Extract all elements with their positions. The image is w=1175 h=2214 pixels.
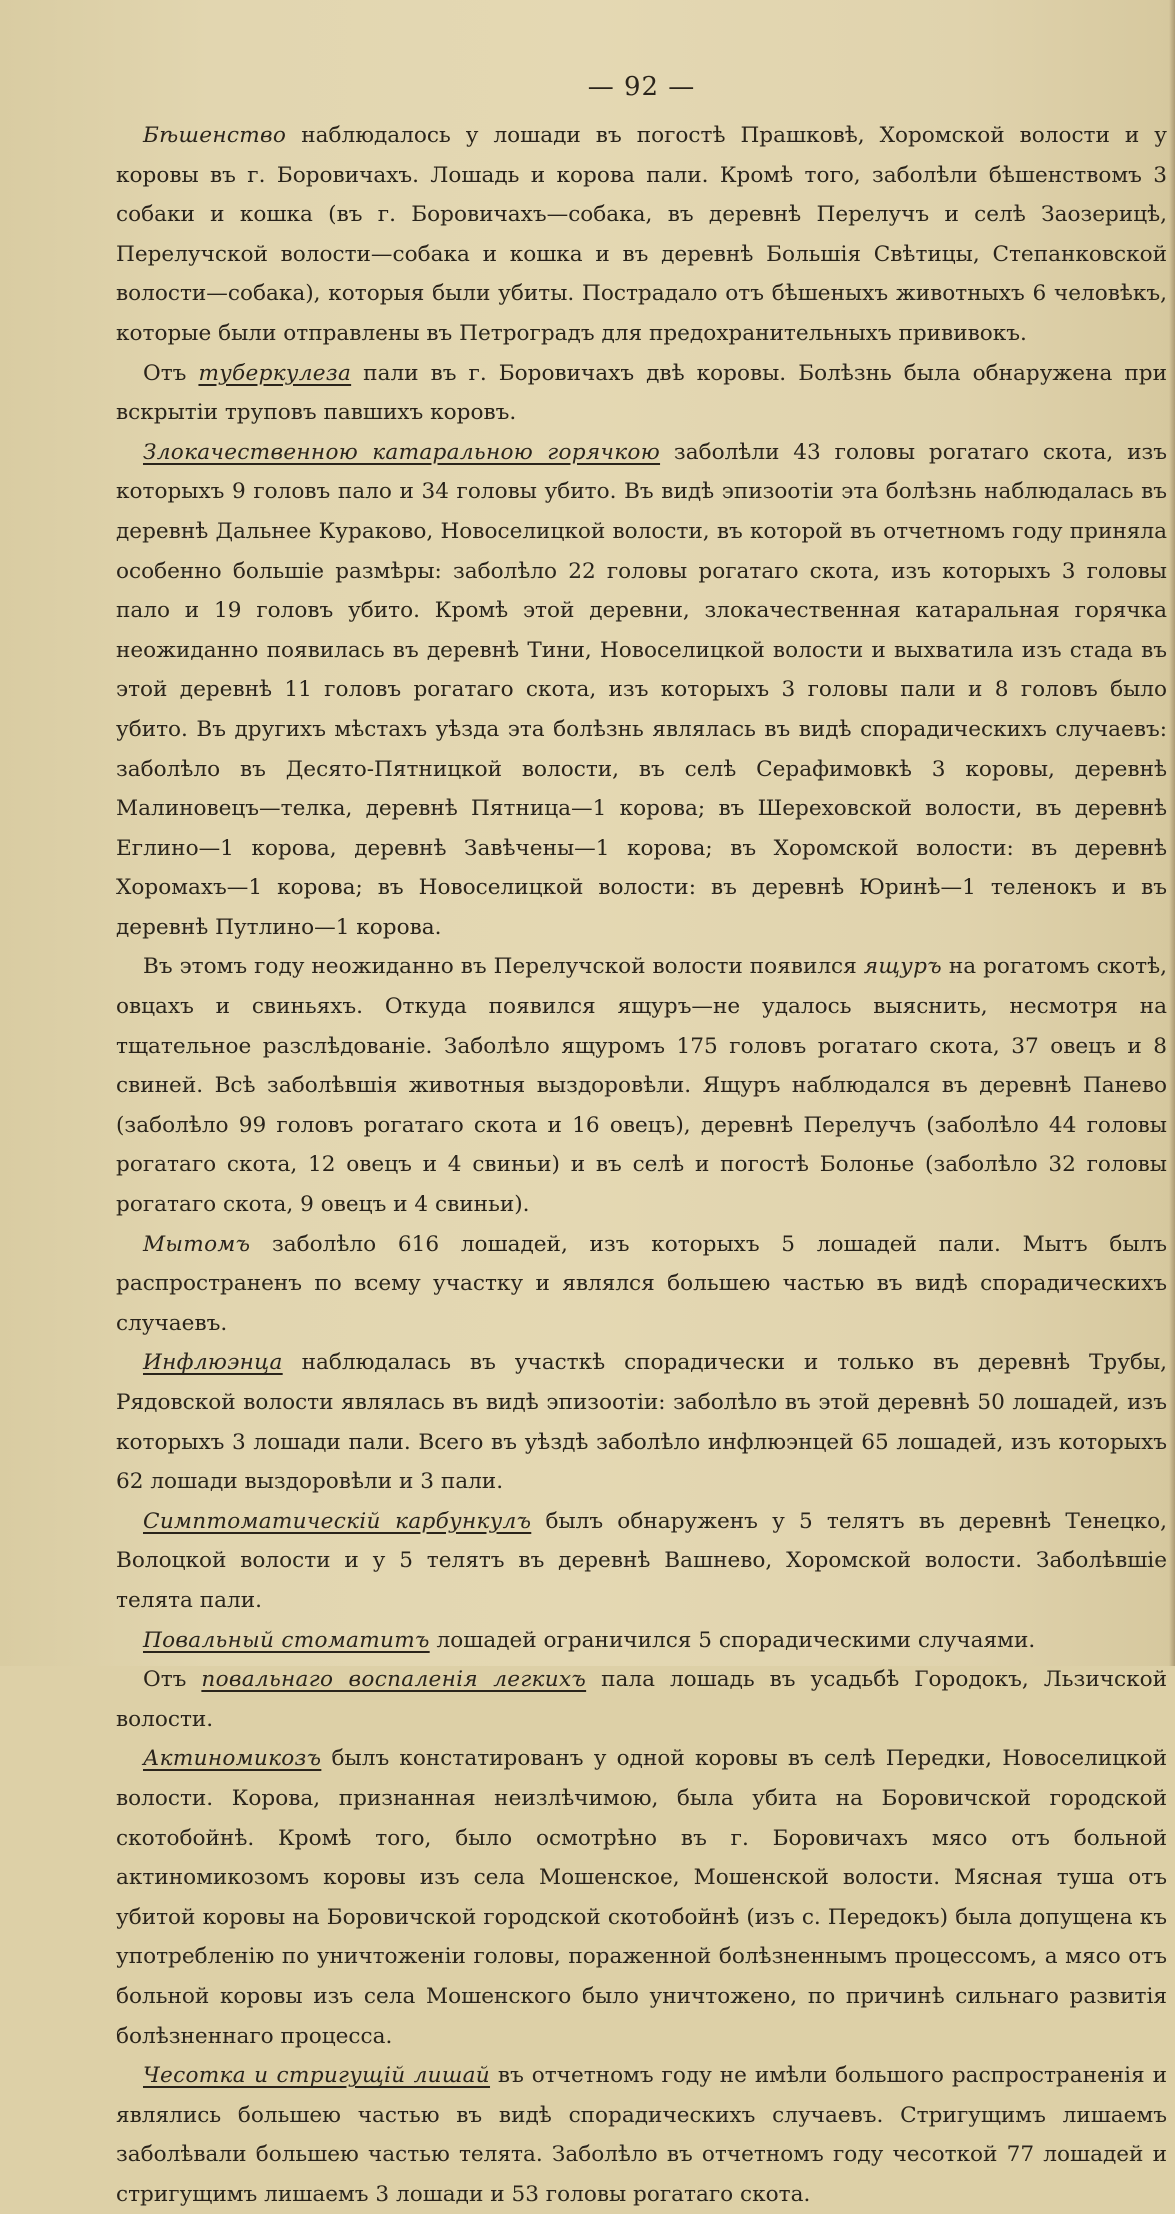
- paragraph-prefix: Отъ: [143, 360, 199, 386]
- paragraph-text: наблюдалось у лошади въ погостѣ Прашковѣ, Хоромской волости и у коровы въ г. Боровичахъ. Лошадь и корова пали. Кромѣ того, заболѣли бѣшенствомъ 3 собаки и кошка (въ г. Боровичахъ—собака, въ деревнѣ Перелучъ и селѣ Заозерицѣ, Перелучской волости—собака и кошка и въ деревнѣ Большія Свѣтицы, Степанковской волости—собака), которыя были убиты. Пострадало отъ бѣшеныхъ животныхъ 6 человѣкъ, которые были отправлены въ Петроградъ для предохранительныхъ прививокъ.: [116, 123, 1167, 346]
- paragraph-blackleg: [116, 1502, 1167, 1621]
- paragraph-text: наблюдалась въ участкѣ спорадически и только въ деревнѣ Трубы, Рядовской волости являлась въ видѣ эпизоотіи: заболѣло въ этой деревнѣ 50 лошадей, изъ которыхъ 3 лошади пали. Всего въ уѣздѣ заболѣло инфлюэнцей 65 лошадей, изъ которыхъ 62 лошади выздоровѣли и 3 пали.: [116, 1350, 1167, 1495]
- paragraph-scabies-ringworm: [116, 2056, 1167, 2214]
- paragraph-text: пали въ г. Боровичахъ двѣ коровы. Болѣзнь была обнаружена при вскрытіи труповъ павшихъ коровъ.: [116, 360, 1167, 426]
- disease-term: повальнаго воспаленія легкихъ: [201, 1667, 587, 1693]
- paragraph-prefix: Отъ: [143, 1667, 202, 1693]
- page-edge-shadow: [1169, 0, 1175, 1666]
- paragraph-foot-and-mouth: [116, 947, 1167, 1224]
- disease-term: Мытомъ: [143, 1231, 251, 1257]
- paragraph-prefix: Въ этомъ году неожиданно въ Перелучской волости появился: [143, 954, 864, 980]
- disease-term: Бѣшенство: [143, 123, 287, 148]
- paragraph-stomatitis: [116, 1621, 1167, 1661]
- disease-term: ящуръ: [863, 954, 942, 980]
- paragraph-text: лошадей ограничился 5 спорадическими случаями.: [429, 1627, 1036, 1653]
- paragraph-text: былъ констатированъ у одной коровы въ селѣ Передки, Новоселицкой волости. Корова, признанная неизлѣчимою, была убита на Боровичской городской скотобойнѣ. Кромѣ того, было осмотрѣно въ г. Боровичахъ мясо отъ больной актиномикозомъ коровы изъ села Мошенское, Мошенской волости. Мясная туша отъ убитой коровы на Боровичской городской скотобойнѣ (изъ с. Передокъ) была допущена къ употребленію по уничтоженіи головы, пораженной болѣзненнымъ процессомъ, а мясо отъ больной коровы изъ села Мошенского было уничтожено, по причинѣ сильнаго развитія болѣзненнаго процесса.: [116, 1746, 1167, 2049]
- paragraph-strangles: [116, 1225, 1167, 1344]
- disease-term: туберкулеза: [198, 360, 352, 386]
- paragraph-tuberculosis: [116, 354, 1167, 433]
- page-number: — 92 —: [587, 72, 696, 102]
- paragraph-pneumonia: [116, 1660, 1167, 1739]
- paragraph-text: на рогатомъ скотѣ, овцахъ и свиньяхъ. Откуда появился ящуръ—не удалось выяснить, несмотря на тщательное разслѣдованіе. Заболѣло ящуромъ 175 головъ рогатаго скота, 37 овецъ и 8 свиней. Всѣ заболѣвшія животныя выздоровѣли. Ящуръ наблюдался въ деревнѣ Панево (заболѣло 99 головъ рогатаго скота и 16 овецъ), деревнѣ Перелучъ (заболѣло 44 головы рогатаго скота, 12 овецъ и 4 свиньи) и въ селѣ и погостѣ Болонье (заболѣло 32 головы рогатаго скота, 9 овецъ и 4 свиньи).: [116, 954, 1167, 1218]
- paragraph-text: заболѣло 616 лошадей, изъ которыхъ 5 лошадей пали. Мытъ былъ распространенъ по всему участку и являлся большею частью въ видѣ спорадическихъ случаевъ.: [116, 1231, 1167, 1336]
- disease-term: Повальный стоматитъ: [143, 1627, 430, 1653]
- disease-term: Злокачественною катаральною горячкою: [143, 439, 661, 465]
- disease-term: Актиномикозъ: [143, 1746, 322, 1772]
- disease-term: Чесотка и стригущій лишай: [143, 2063, 491, 2089]
- paragraph-text: пала лошадь въ усадьбѣ Городокъ, Льзичской волости.: [116, 1667, 1167, 1732]
- paragraph-text: заболѣли 43 головы рогатаго скота, изъ которыхъ 9 головъ пало и 34 головы убито. Въ видѣ эпизоотіи эта болѣзнь наблюдалась въ деревнѣ Дальнее Кураково, Новоселицкой волости, въ которой въ отчетномъ году приняла особенно большіе размѣры: заболѣло 22 головы рогатаго скота, изъ которыхъ 3 головы пало и 19 головъ убито. Кромѣ этой деревни, злокачественная катаральная горячка неожиданно появилась въ деревнѣ Тини, Новоселицкой волости и выхватила изъ стада въ этой деревнѣ 11 головъ рогатаго скота, изъ которыхъ 3 головы пали и 8 головъ было убито. Въ другихъ мѣстахъ уѣзда эта болѣзнь являлась въ видѣ спорадическихъ случаевъ: заболѣло въ Десято-Пятницкой волости, въ селѣ Серафимовкѣ 3 коровы, деревнѣ Малиновецъ—телка, деревнѣ Пятница—1 корова; въ Шереховской волости, въ деревнѣ Еглино—1 корова, деревнѣ Завѣчены—1 корова; въ Хоромской волости: въ деревнѣ Хоромахъ—1 корова; въ Новоселицкой волости: въ деревнѣ Юринѣ—1 теленокъ и въ деревнѣ Путлино—1 корова.: [116, 439, 1167, 940]
- paragraph-actinomycosis: [116, 1739, 1167, 2056]
- paragraph-text: въ отчетномъ году не имѣли большого распространенія и являлись большею частью въ видѣ спорадическихъ случаевъ. Стригущимъ лишаемъ заболѣвали большею частью телята. Заболѣло въ отчетномъ году чесоткой 77 лошадей и стригущимъ лишаемъ 3 лошади и 53 головы рогатаго скота.: [116, 2063, 1167, 2207]
- paragraph-text: былъ обнаруженъ у 5 телятъ въ деревнѣ Тенецко, Волоцкой волости и у 5 телятъ въ деревнѣ Вашнево, Хоромской волости. Заболѣвшіе телята пали.: [116, 1508, 1167, 1613]
- disease-term: Симптоматическій карбункулъ: [143, 1508, 532, 1534]
- paragraph-influenza: [116, 1343, 1167, 1501]
- body-text: [116, 116, 1167, 2214]
- paragraph-rabies: [116, 116, 1167, 354]
- paragraph-catarrhal-fever: [116, 433, 1167, 948]
- disease-term: Инфлюэнца: [143, 1350, 283, 1376]
